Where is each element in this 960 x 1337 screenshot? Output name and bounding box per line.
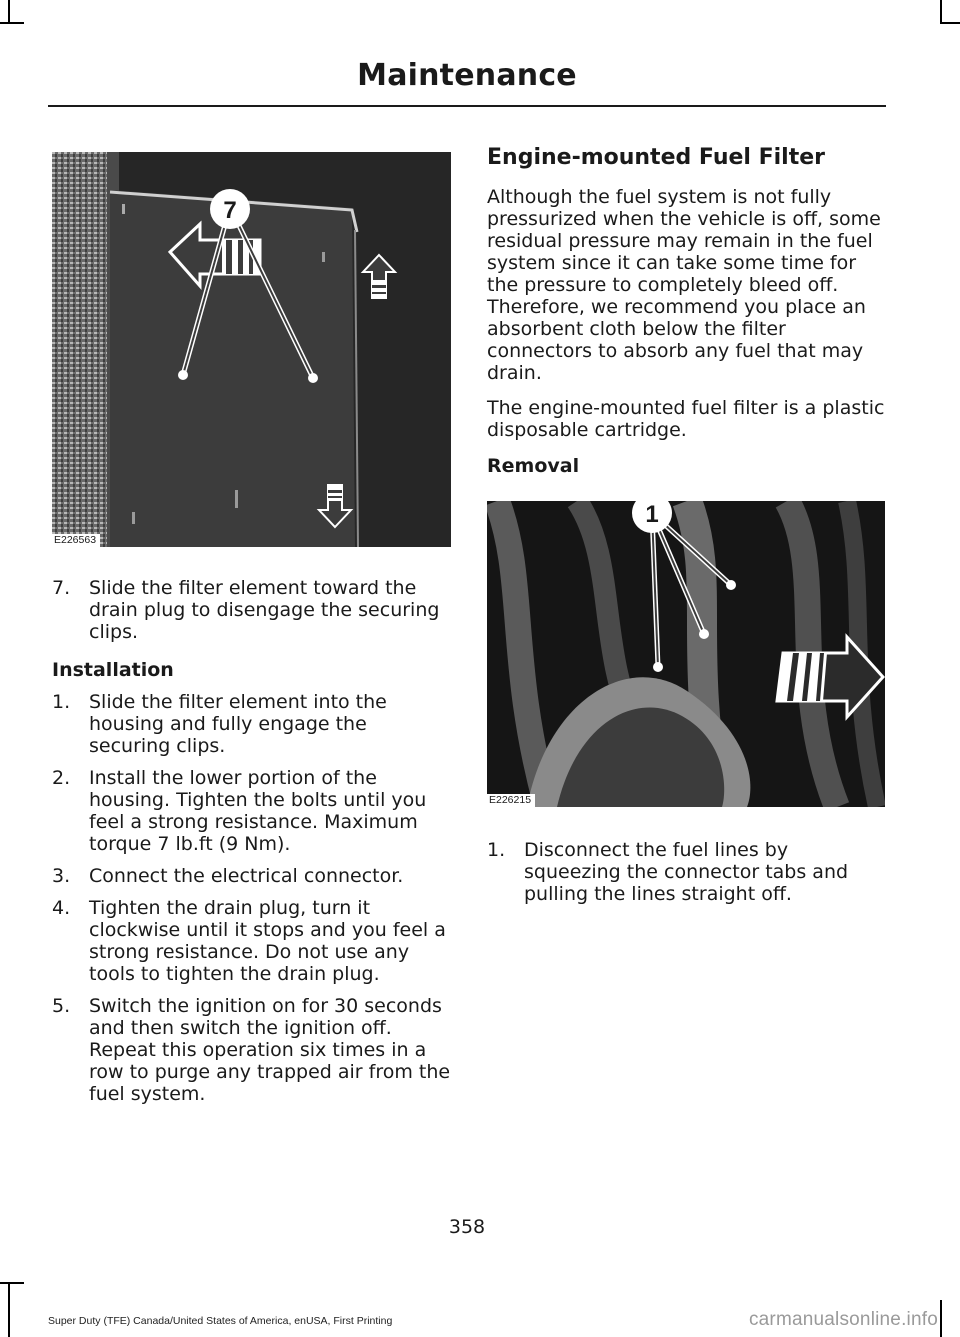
step-text: Slide the filter element toward the drain plug to disengage the securing clips. (89, 577, 440, 643)
step-text: Switch the ignition on for 30 seconds and then switch the ignition off. Repeat this operation six times in a row to purge any trapped air from the fuel system. (89, 995, 451, 1105)
step-text: Tighten the drain plug, turn it clockwise until it stops and you feel a strong resistance. Do not use any tools to tighten the drain plug. (89, 897, 446, 985)
step-number: 2. (52, 767, 71, 789)
header-rule (48, 105, 886, 107)
step-item (52, 995, 454, 1105)
crop-mark-top-left (8, 0, 10, 24)
step-item (52, 865, 454, 887)
step-item (487, 839, 887, 905)
page-title: Maintenance (357, 58, 577, 93)
crop-mark-top-right (940, 0, 942, 24)
removal-step-7 (52, 577, 454, 643)
installation-steps (52, 691, 454, 1105)
crop-mark-bottom-right (940, 1300, 942, 1337)
step-number: 5. (52, 995, 71, 1017)
crop-mark-top-left-h (0, 22, 24, 24)
step-number: 3. (52, 865, 71, 887)
page-number: 358 (448, 1216, 486, 1238)
step-text: Install the lower portion of the housing. Tighten the bolts until you feel a strong resistance. Maximum torque 7 lb.ft (9 Nm). (89, 767, 427, 855)
site-watermark[interactable]: carmanualsonline.info (748, 1309, 938, 1330)
figure-callout-1: 1 (645, 501, 659, 528)
step-text: Slide the filter element into the housing and fully engage the securing clips. (89, 691, 387, 757)
paragraph: Although the fuel system is not fully pressurized when the vehicle is off, some residual pressure may remain in the fuel system since it can take some time for the pressure to completely bleed off. Therefore, we recommend you place an absorbent cloth below the filter connectors to absorb any fuel that may drain. (487, 186, 881, 384)
step-number: 7. (52, 577, 71, 599)
step-item (52, 691, 454, 757)
left-column (52, 152, 454, 1115)
removal-steps (487, 839, 887, 905)
step-number: 1. (52, 691, 71, 713)
step-item (52, 577, 454, 643)
crop-mark-top-right-h (940, 22, 960, 24)
step-number: 4. (52, 897, 71, 919)
figure-code: E226215 (487, 794, 535, 807)
right-column (487, 145, 887, 915)
figure-callout-7: 7 (223, 197, 237, 224)
paragraph: The engine-mounted fuel filter is a plastic disposable cartridge. (487, 397, 885, 441)
step-number: 1. (487, 839, 506, 861)
figure-filter-housing (52, 152, 451, 547)
installation-heading: Installation (52, 659, 174, 681)
section-heading: Engine-mounted Fuel Filter (487, 145, 826, 170)
step-text: Connect the electrical connector. (89, 865, 404, 887)
removal-heading: Removal (487, 455, 580, 477)
edition-footer: Super Duty (TFE) Canada/United States of America, enUSA, First Printing (48, 1315, 393, 1327)
fuel-filter-illustration (487, 501, 885, 807)
filter-housing-illustration (52, 152, 451, 547)
figure-code: E226563 (52, 534, 100, 547)
figure-fuel-lines (487, 501, 885, 807)
crop-mark-bottom-left-h (0, 1282, 24, 1284)
step-item (52, 897, 454, 985)
step-text: Disconnect the fuel lines by squeezing the connector tabs and pulling the lines straight off. (524, 839, 849, 905)
step-item (52, 767, 454, 855)
crop-mark-bottom-left (8, 1282, 10, 1337)
